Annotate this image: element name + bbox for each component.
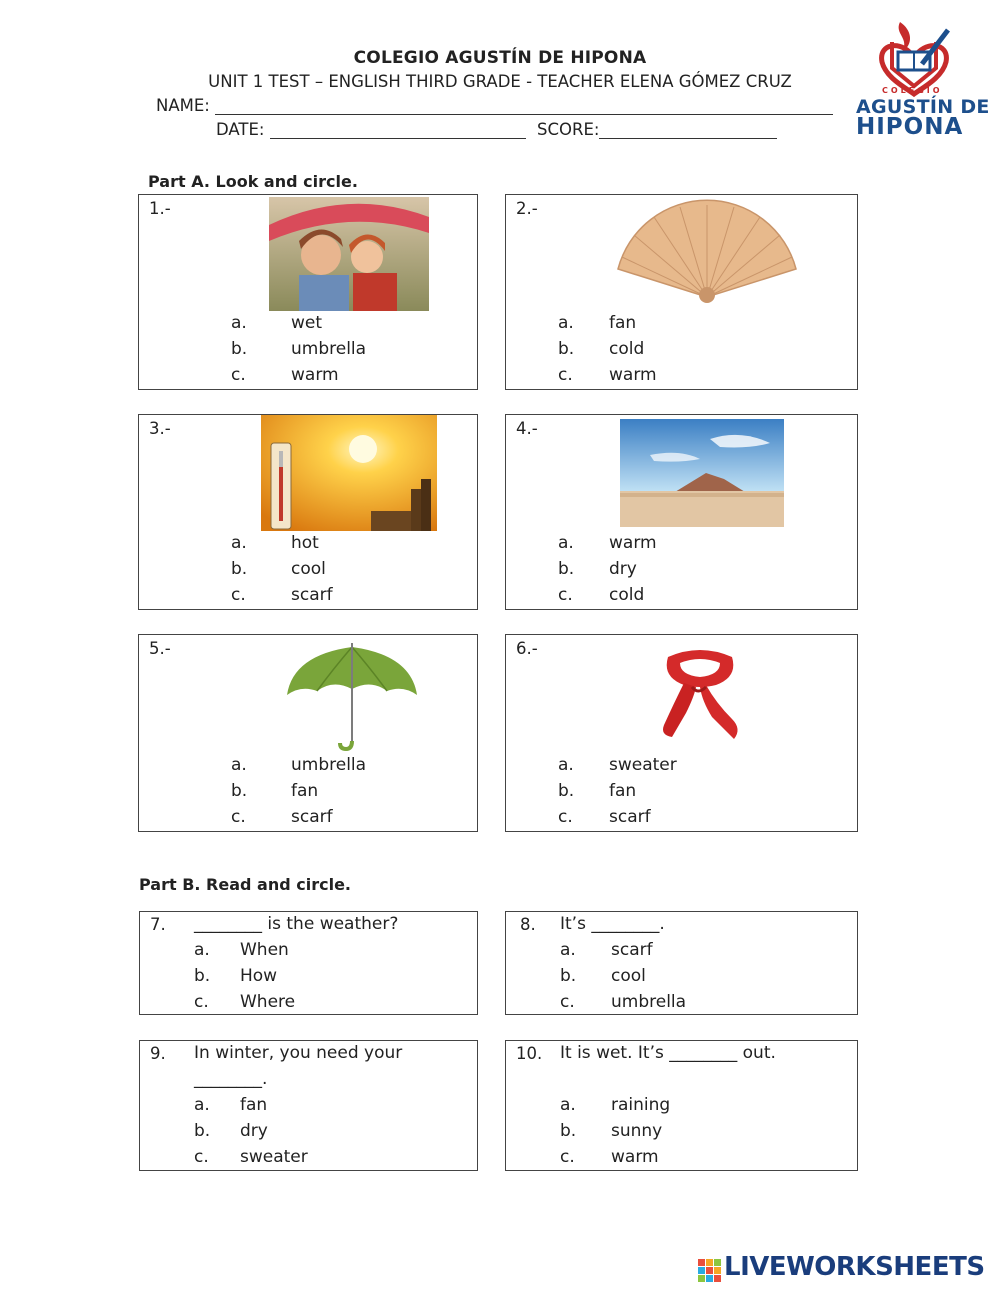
option-row[interactable]: b. sunny [560,1121,663,1141]
option-row[interactable]: b. fan [558,781,637,801]
option-text: When [240,940,289,960]
question-box-4 [505,414,858,610]
option-text: warm [609,365,657,385]
question-number: 7. [150,915,166,934]
option-row[interactable]: b. fan [231,781,319,801]
red-scarf-photo [654,647,746,751]
option-text: dry [609,559,637,579]
green-umbrella-photo [283,639,421,751]
part-a-title: Part A. Look and circle. [148,172,358,191]
name-input-line[interactable] [215,98,833,115]
hot-sun-thermometer-photo [261,415,437,531]
option-row[interactable]: b. cool [231,559,326,579]
option-text: fan [240,1095,268,1115]
option-text: Where [240,992,296,1012]
option-text: hot [291,533,319,553]
option-text: sunny [611,1121,663,1141]
question-number: 5.- [149,639,171,658]
option-row[interactable]: c. scarf [231,585,333,605]
option-row[interactable]: c. scarf [231,807,333,827]
option-text: fan [609,781,637,801]
question-number: 2.- [516,199,538,218]
question-number: 1.- [149,199,171,218]
option-row[interactable]: b. How [194,966,278,986]
question-box-7 [139,911,478,1015]
option-text: umbrella [291,339,367,359]
option-row[interactable]: a. warm [558,533,657,553]
score-label: SCORE: [537,120,600,139]
logo-name-line1: AGUSTÍN DE [856,96,990,118]
date-input-line[interactable] [270,122,526,139]
question-box-9 [139,1040,478,1171]
option-row[interactable]: c. scarf [558,807,651,827]
option-row[interactable]: c. umbrella [560,992,687,1012]
test-title: UNIT 1 TEST – ENGLISH THIRD GRADE - TEACHER ELENA GÓMEZ CRUZ [208,72,792,91]
question-stem-continued: ________. [194,1069,268,1089]
question-box-1 [138,194,478,390]
option-text: umbrella [611,992,687,1012]
option-text: scarf [291,807,333,827]
option-text: warm [291,365,339,385]
option-text: sweater [609,755,677,775]
question-box-2 [505,194,858,390]
liveworksheets-logo-icon [698,1259,722,1283]
question-box-5 [138,634,478,832]
option-row[interactable]: c. warm [558,365,657,385]
name-label: NAME: [156,96,210,115]
question-stem: It is wet. It’s ________ out. [560,1043,776,1063]
part-b-title: Part B. Read and circle. [139,875,352,894]
option-text: umbrella [291,755,367,775]
option-row[interactable]: b. dry [194,1121,268,1141]
question-number: 9. [150,1044,166,1063]
option-text: scarf [611,940,653,960]
option-row[interactable]: b. cool [560,966,646,986]
question-box-3 [138,414,478,610]
option-row[interactable]: a. sweater [558,755,677,775]
name-field-row [156,96,833,115]
option-row[interactable]: a. wet [231,313,323,333]
option-text: cold [609,585,645,605]
score-input-line[interactable] [599,122,777,139]
option-row[interactable]: a. hot [231,533,319,553]
option-text: cold [609,339,645,359]
option-row[interactable]: c. warm [231,365,339,385]
question-box-6 [505,634,858,832]
option-row[interactable]: c. cold [558,585,645,605]
option-text: warm [609,533,657,553]
option-text: cool [291,559,326,579]
option-row[interactable]: b. cold [558,339,645,359]
option-row[interactable]: a. raining [560,1095,671,1115]
question-number: 10. [516,1044,543,1063]
question-number: 4.- [516,419,538,438]
option-text: raining [611,1095,671,1115]
option-row[interactable]: c. warm [560,1147,659,1167]
option-text: dry [240,1121,268,1141]
option-text: sweater [240,1147,308,1167]
option-row[interactable]: b. umbrella [231,339,367,359]
option-row[interactable]: a. When [194,940,289,960]
question-number: 3.- [149,419,171,438]
school-name: COLEGIO AGUSTÍN DE HIPONA [353,48,647,68]
option-text: warm [611,1147,659,1167]
option-text: scarf [291,585,333,605]
hand-fan-photo [612,199,802,307]
question-stem: In winter, you need your [194,1043,403,1063]
option-row[interactable]: c. Where [194,992,296,1012]
option-text: cool [611,966,646,986]
question-box-10 [505,1040,858,1171]
option-text: wet [291,313,323,333]
option-row[interactable]: a. fan [558,313,637,333]
option-text: How [240,966,278,986]
option-row[interactable]: c. sweater [194,1147,308,1167]
option-row[interactable]: a. umbrella [231,755,367,775]
question-stem: ________ is the weather? [194,914,399,934]
option-row[interactable]: b. dry [558,559,637,579]
rain-umbrella-photo [269,197,429,311]
liveworksheets-brand[interactable]: LIVEWORKSHEETS [724,1252,985,1282]
option-row[interactable]: a. scarf [560,940,653,960]
option-text: fan [291,781,319,801]
date-score-row [216,120,777,139]
option-text: fan [609,313,637,333]
option-row[interactable]: a. fan [194,1095,268,1115]
desert-photo [620,419,784,527]
option-text: scarf [609,807,651,827]
question-number: 8. [520,915,536,934]
date-label: DATE: [216,120,265,139]
question-stem: It’s ________. [560,914,665,934]
question-number: 6.- [516,639,538,658]
question-box-8 [505,911,858,1015]
logo-name-line2: HIPONA [856,114,964,140]
logo-colegio-text: COLEGIO [882,86,943,95]
